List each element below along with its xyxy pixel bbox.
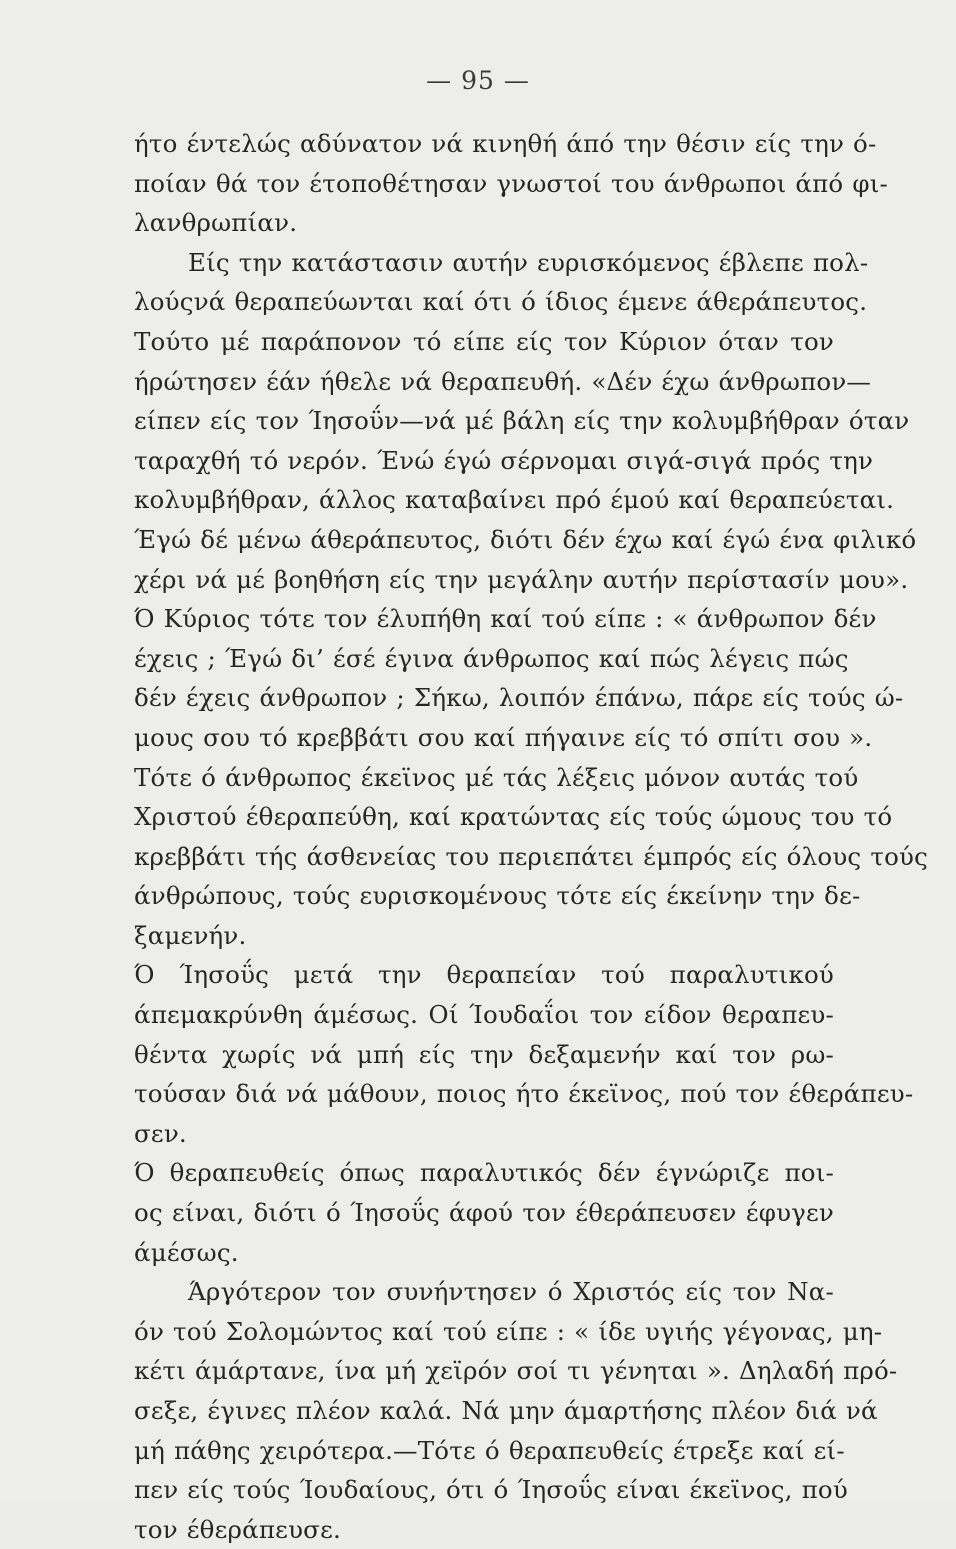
text-line: ξαμενήν. bbox=[134, 920, 247, 950]
text-line: Τούτο μέ παράπονον τό είπε είς τον Κύριον όταν τον bbox=[134, 326, 834, 356]
text-line: έχεις ; Έγώ δι’ έσέ έγινα άνθρωπος καί πώς λέγεις πώς bbox=[134, 643, 849, 673]
text-line: Είς την κατάστασιν αυτήν ευρισκόμενος έβλεπε πολ- bbox=[188, 247, 869, 277]
text-line: όν τού Σολομώντος καί τού είπε : « ίδε υγιής γέγονας, μη- bbox=[134, 1316, 883, 1346]
text-line: ήρώτησεν έάν ήθελε νά θεραπευθή. «Δέν έχω άνθρωπον— bbox=[134, 366, 872, 396]
text-line: μους σου τό κρεββάτι σου καί πήγαινε είς τό σπίτι σου ». bbox=[134, 722, 873, 752]
body-text bbox=[134, 124, 929, 1549]
text-line: Χριστού έθεραπεύθη, καί κρατώντας είς τούς ώμους του τό bbox=[134, 802, 893, 832]
text-line: άπεμακρύνθη άμέσως. Οί Ίουδαΐοι τον είδον θεραπευ- bbox=[134, 1000, 834, 1030]
text-line: Ό θεραπευθείς όπως παραλυτικός δέν έγνώριζε ποι- bbox=[134, 1158, 834, 1188]
text-line: κρεββάτι τής άσθενείας του περιεπάτει έμπρός είς όλους τούς bbox=[134, 841, 929, 871]
text-line: κολυμβήθραν, άλλος καταβαίνει πρό έμού καί θεραπεύεται. bbox=[134, 485, 895, 515]
text-line: τούσαν διά νά μάθουν, ποιος ήτο έκεϊνος, πού τον έθεράπευ- bbox=[134, 1079, 914, 1109]
text-line: ποίαν θά τον έτοποθέτησαν γνωστοί του άνθρωποι άπό φι- bbox=[134, 168, 888, 198]
text-line: είπεν είς τον Ίησοΰν—νά μέ βάλη είς την κολυμβήθραν όταν bbox=[134, 406, 910, 436]
text-line: δέν έχεις άνθρωπον ; Σήκω, λοιπόν έπάνω, πάρε είς τούς ώ- bbox=[134, 683, 904, 713]
text-line: μή πάθης χειρότερα.—Τότε ό θεραπευθείς έτρεξε καί εί- bbox=[134, 1435, 845, 1465]
text-line: σεν. bbox=[134, 1118, 187, 1148]
text-line: άνθρώπους, τούς ευρισκομένους τότε είς έκείνην την δε- bbox=[134, 881, 861, 911]
text-line: Έγώ δέ μένω άθεράπευτος, διότι δέν έχω καί έγώ ένα φιλικό bbox=[134, 524, 917, 554]
text-line: κέτι άμάρτανε, ίνα μή χεϊρόν σοί τι γένηται ». Δηλαδή πρό- bbox=[134, 1356, 898, 1386]
text-line: Άργότερον τον συνήντησεν ό Χριστός είς τον Να- bbox=[188, 1277, 834, 1307]
text-line: Τότε ό άνθρωπος έκεϊνος μέ τάς λέξεις μόνον αυτάς τού bbox=[134, 762, 859, 792]
text-line: ος είναι, διότι ό Ίησοΰς άφού τον έθεράπευσεν έφυγεν bbox=[134, 1198, 834, 1228]
text-line: Ό Κύριος τότε τον έλυπήθη καί τού είπε : « άνθρωπον δέν bbox=[134, 604, 877, 634]
text-line: ήτο έντελώς αδύνατον νά κινηθή άπό την θέσιν είς την ό- bbox=[134, 129, 877, 158]
text-line: λανθρωπίαν. bbox=[134, 208, 298, 238]
text-line: θέντα χωρίς νά μπή είς την δεξαμενήν καί τον ρω- bbox=[134, 1039, 834, 1069]
text-line: σεξε, έγινες πλέον καλά. Νά μην άμαρτήσης πλέον διά νά bbox=[134, 1396, 878, 1425]
text-line: πεν είς τούς Ίουδαίους, ότι ό Ίησοΰς είναι έκεϊνος, πού bbox=[134, 1475, 848, 1505]
text-line: Ό Ίησοΰς μετά την θεραπείαν τού παραλυτικού bbox=[134, 960, 834, 990]
text-line: ταραχθή τό νερόν. Ένώ έγώ σέρνομαι σιγά-σιγά πρός την bbox=[134, 445, 874, 475]
text-line: άμέσως. bbox=[134, 1237, 239, 1267]
text-line: λούςνά θεραπεύωνται καί ότι ό ίδιος έμενε άθεράπευτος. bbox=[134, 287, 868, 317]
page-number: — 95 — bbox=[426, 66, 530, 95]
text-line: χέρι νά μέ βοηθήση είς την μεγάλην αυτήν περίστασίν μου». bbox=[134, 564, 909, 594]
text-line: τον έθεράπευσε. bbox=[134, 1514, 341, 1544]
